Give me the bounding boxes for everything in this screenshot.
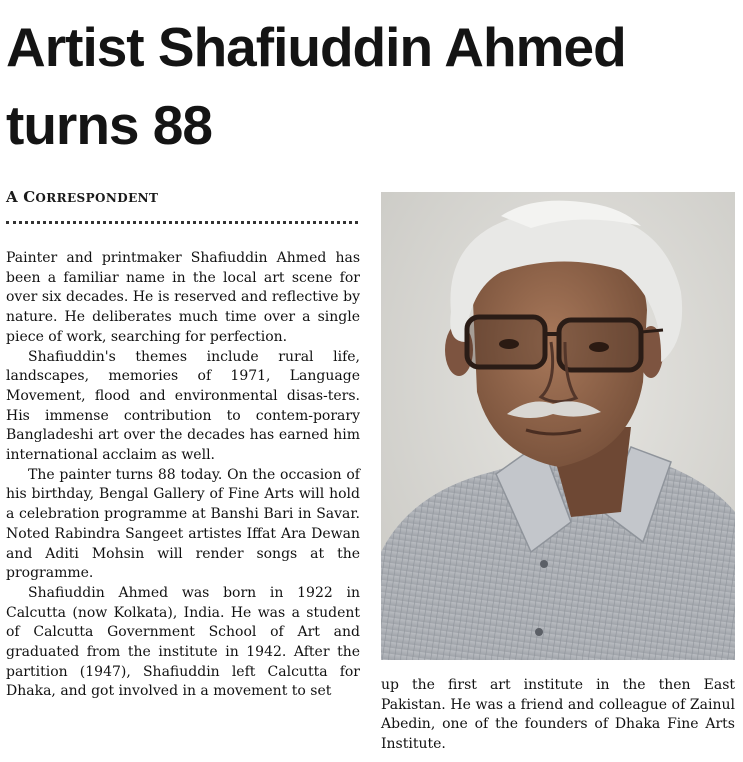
- portrait-photo: [381, 192, 735, 660]
- byline-rest: ORRESPONDENT: [35, 191, 159, 205]
- paragraph: The painter turns 88 today. On the occasion of his birthday, Bengal Gallery of Fine Arts will hold a celebration programme at Banshi Bari in Savar. Noted Rabindra Sangeet artistes Iffat Ara Dewan and Aditi Mohsin will render songs at the programme.: [6, 466, 360, 582]
- headline: Artist Shafiuddin Ahmed turns 88: [6, 16, 626, 156]
- paragraph: up the first art institute in the then East Pakistan. He was a friend and colleague of Zainul Abedin, one of the founders of Dhaka Fine Arts Institute.: [381, 677, 735, 753]
- paragraph: Shafiuddin Ahmed was born in 1922 in Calcutta (now Kolkata), India. He was a student of Calcutta Government School of Art and graduated from the institute in 1942. After the partition (1947), Shafiuddin left Calcutta for Dhaka, and got involved in a movement to set: [6, 584, 360, 700]
- dotted-rule: [6, 221, 358, 224]
- paragraph: Painter and printmaker Shafiuddin Ahmed has been a familiar name in the local art scene for over six decades. He is reserved and reflective by nature. He deliberates much time over a single piece of work, searching for perfection.: [6, 250, 360, 345]
- article-column-right: [381, 676, 735, 755]
- article-column-left: [6, 249, 360, 702]
- byline: [6, 188, 358, 206]
- byline-initial: A C: [6, 188, 36, 206]
- paragraph: Shafiuddin's themes include rural life, landscapes, memories of 1971, Language Movement, flood and environmental disas-ters. His immense contribution to contem-porary Bangladeshi art over the decades has earned him international acclaim as well.: [6, 348, 360, 464]
